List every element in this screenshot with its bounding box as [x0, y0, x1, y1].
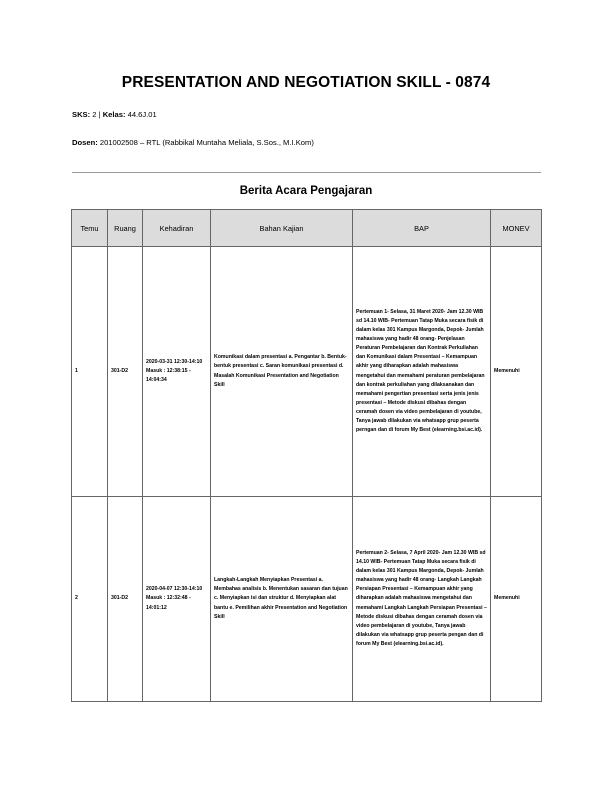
- table-row: [72, 497, 542, 702]
- meta-separator: |: [96, 110, 103, 119]
- cell-kehadiran: 2020-03-31 12:30-14:10 Masuk : 12:38:15 - 14:04:34: [143, 247, 211, 497]
- cell-temu: 1: [72, 247, 108, 497]
- sks-label: SKS:: [72, 110, 91, 119]
- header-kehadiran: Kehadiran: [143, 210, 211, 247]
- cell-kehadiran: 2020-04-07 12:30-14:10 Masuk : 12:32:48 - 14:01:12: [143, 497, 211, 702]
- teaching-record-table: [71, 209, 542, 702]
- cell-bahan-kajian: Langkah-Langkah Menyiapkan Presentasi a. Membahas analisis b. Menentukan sasaran dan tujuan c. Menyiapkan isi dan struktur d. Menyiapkan alat bantu e. Pemilihan akhir Presentation and Negotiation Skill: [211, 497, 353, 702]
- header-bap: BAP: [353, 210, 491, 247]
- page-title: PRESENTATION AND NEGOTIATION SKILL - 0874: [121, 74, 491, 91]
- cell-ruang: 301-D2: [108, 497, 143, 702]
- cell-bap: Pertemuan 2- Selasa, 7 April 2020- Jam 12.30 WIB sd 14.10 WIB- Pertemuan Tatap Muka secara fisik di dalam kelas 301 Kampus Margonda, Depok- Jumlah mahasiswa yang hadir 48 orang- Langkah Langkah Persiapan Presentasi – Kemampuan akhir yang diharapkan adalah mahasiswa mengetahui dan memahami Langkah Langkah Persiapan Presentasi – Metode diskusi dibahas dengan ceramah dosen via video pembelajaran di youtube, Tanya jawab dilakukan via whatsapp grup peserta pengan dan di forum My Best (elearning.bsi.ac.id).: [353, 497, 491, 702]
- cell-monev: Memenuhi: [491, 247, 542, 497]
- table-header-row: [72, 210, 542, 247]
- header-temu: Temu: [72, 210, 108, 247]
- sks-value: 2: [90, 110, 97, 119]
- dosen-label: Dosen:: [72, 138, 98, 147]
- dosen-value: 201002508 – RTL (Rabbikal Muntaha Meliala, S.Sos., M.I.Kom): [97, 138, 314, 147]
- section-title: Berita Acara Pengajaran: [239, 185, 373, 197]
- cell-bap: Pertemuan 1- Selasa, 31 Maret 2020- Jam 12.30 WIB sd 14.10 WIB- Pertemuan Tatap Muka secara fisik di dalam kelas 301 Kampus Margonda, Depok- Jumlah mahasiswa yang hadir 48 orang- Penjelasan Peraturan Pembelajaran dan Kontrak Perkuliahan dan Komunikasi dalam Presentasi – Kemampuan akhir yang diharapkan adalah mahasiswa mengetahui dan memahami peraturan pembelajaran dan kontrak perkuliahan yang dilaksanakan dan memahami pengertian presentasi serta jenis jenis presentasi – Metode diskusi dibahas dengan ceramah dosen via video pembelajaran di youtube, Tanya jawab dilakukan via whatsapp grup peserta perngan dan di forum My Best (elearning.bsi.ac.id).: [353, 247, 491, 497]
- kelas-value: 44.6J.01: [125, 110, 157, 119]
- table-row: [72, 247, 542, 497]
- cell-monev: Memenuhi: [491, 497, 542, 702]
- header-monev: MONEV: [491, 210, 542, 247]
- header-bahan-kajian: Bahan Kajian: [211, 210, 353, 247]
- cell-ruang: 301-D2: [108, 247, 143, 497]
- kelas-label: Kelas:: [102, 110, 126, 119]
- header-ruang: Ruang: [108, 210, 143, 247]
- course-meta: [72, 110, 157, 119]
- divider: [72, 172, 541, 173]
- cell-temu: 2: [72, 497, 108, 702]
- cell-bahan-kajian: Komunikasi dalam presentasi a. Pengantar b. Bentuk-bentuk presentasi c. Saran komunikasi presentasi d. Masalah Komunikasi Presentation and Negotiation Skill: [211, 247, 353, 497]
- lecturer-meta: [72, 138, 314, 147]
